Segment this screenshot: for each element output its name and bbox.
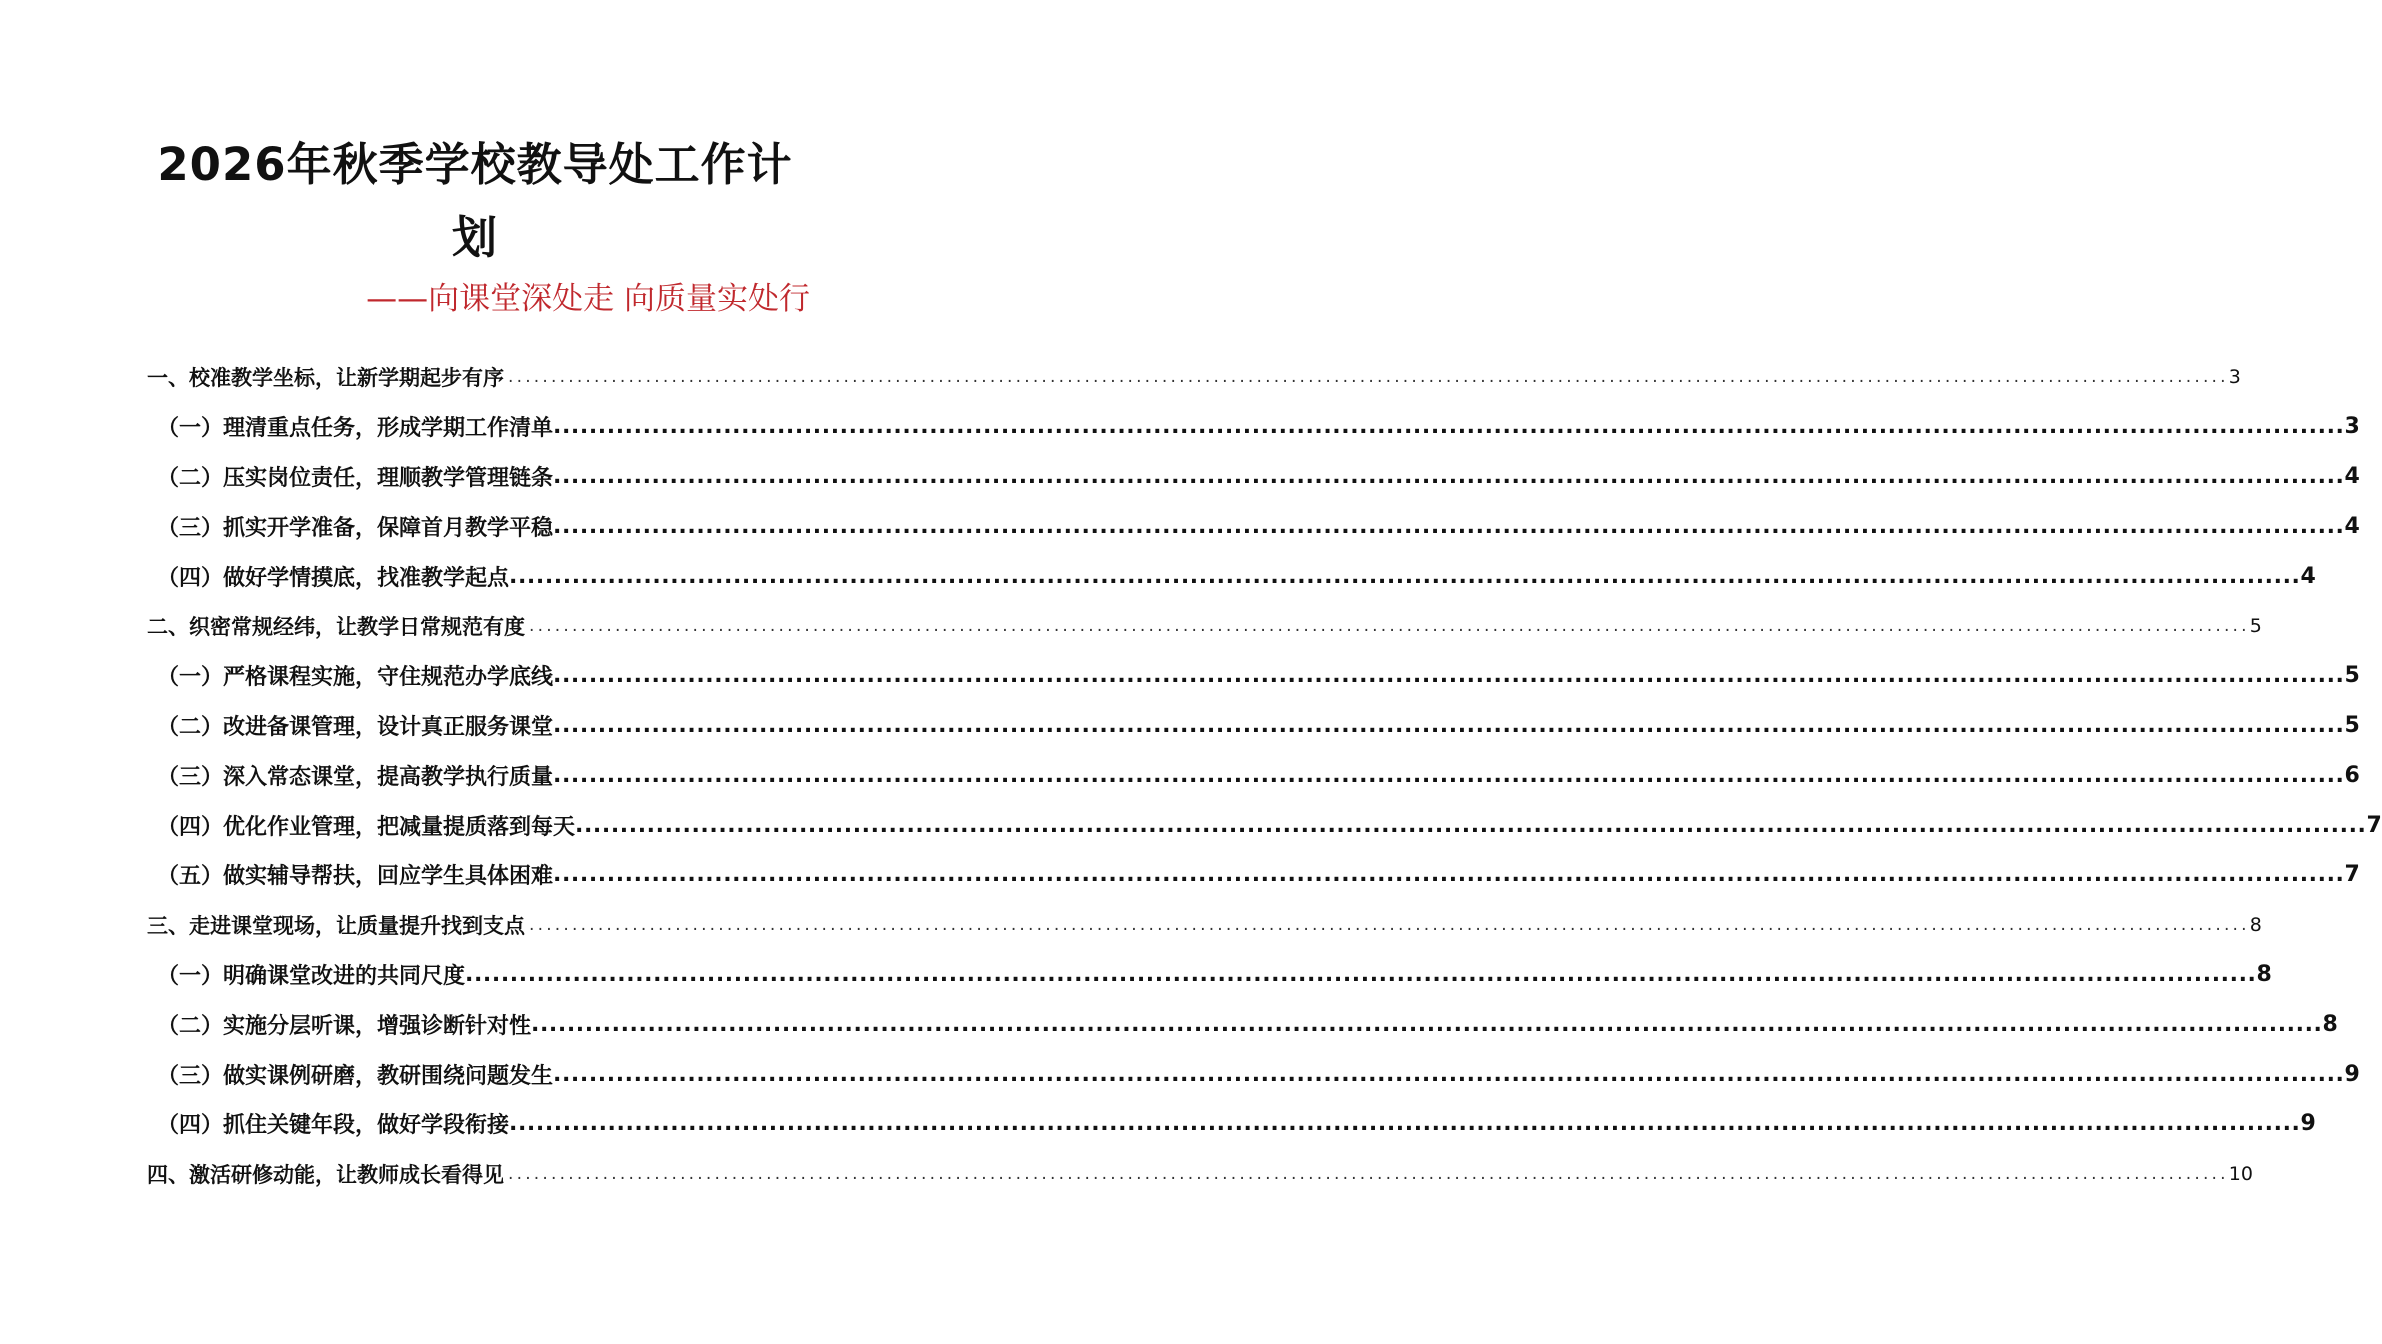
toc-entry-title: 二、织密常规经纬，让教学日常规范有度 — [147, 614, 525, 639]
toc-entry-title: （四）抓住关键年段，做好学段衔接 — [157, 1113, 510, 1139]
toc-entry-title: 三、走进课堂现场，让质量提升找到支点 — [147, 913, 525, 938]
toc-section-entry[interactable] — [147, 1149, 2253, 1199]
toc-subsection-entry[interactable] — [147, 452, 2360, 502]
toc-entry-title: （三）抓实开学准备，保障首月教学平稳 — [157, 515, 554, 541]
toc-subsection-entry[interactable] — [147, 1049, 2360, 1099]
toc-leader-dots: ........................................................................................................................................................................................................ — [465, 961, 2257, 987]
toc-subsection-entry[interactable] — [147, 651, 2360, 701]
toc-page-number: 5 — [2344, 712, 2360, 738]
toc-entry-title: 四、激活研修动能，让教师成长看得见 — [147, 1162, 504, 1187]
toc-entry-title: （三）深入常态课堂，提高教学执行质量 — [157, 764, 554, 790]
toc-page-number: 5 — [2344, 663, 2360, 689]
toc-section-entry[interactable] — [147, 900, 2262, 950]
toc-leader-dots: ........................................................................................................................................................................................................ — [575, 812, 2367, 838]
toc-leader-dots: ........................................................................................................................................................................................................ — [553, 663, 2345, 689]
toc-entry-title: （二）实施分层听课，增强诊断针对性 — [157, 1013, 532, 1039]
toc-subsection-entry[interactable] — [147, 750, 2360, 800]
toc-entry-title: （二）改进备课管理，设计真正服务课堂 — [157, 714, 554, 740]
toc-leader-dots: ........................................................................................................................................................................................................ — [509, 1111, 2301, 1137]
toc-page-number: 8 — [2256, 961, 2272, 987]
toc-entry-title: （一）理清重点任务，形成学期工作清单 — [157, 416, 554, 442]
toc-entry-title: 一、校准教学坐标，让新学期起步有序 — [147, 365, 504, 390]
toc-page-number: 3 — [2344, 414, 2360, 440]
toc-page-number: 4 — [2344, 463, 2360, 489]
toc-subsection-entry[interactable] — [147, 800, 2382, 850]
toc-entry-title: （四）优化作业管理，把减量提质落到每天 — [157, 814, 576, 840]
toc-leader-dots: ........................................................................................................................................................................................................ — [508, 1163, 2229, 1184]
toc-section-entry[interactable] — [147, 352, 2241, 402]
toc-entry-title: （五）做实辅导帮扶，回应学生具体困难 — [157, 864, 554, 890]
toc-subsection-entry[interactable] — [147, 701, 2360, 751]
toc-page-number: 9 — [2300, 1111, 2316, 1137]
toc-leader-dots: ........................................................................................................................................................................................................ — [529, 914, 2250, 935]
toc-entry-title: （一）明确课堂改进的共同尺度 — [157, 963, 466, 989]
toc-entry-title: （三）做实课例研磨，教研围绕问题发生 — [157, 1063, 554, 1089]
toc-leader-dots: ........................................................................................................................................................................................................ — [553, 463, 2345, 489]
toc-entry-title: （四）做好学情摸底，找准教学起点 — [157, 565, 510, 591]
toc-leader-dots: ........................................................................................................................................................................................................ — [553, 862, 2345, 888]
toc-leader-dots: ........................................................................................................................................................................................................ — [553, 414, 2345, 440]
toc-leader-dots: ........................................................................................................................................................................................................ — [553, 762, 2345, 788]
toc-subsection-entry[interactable] — [147, 850, 2360, 900]
toc-page-number: 4 — [2344, 513, 2360, 539]
toc-leader-dots: ........................................................................................................................................................................................................ — [553, 513, 2345, 539]
toc-page-number: 8 — [2322, 1011, 2338, 1037]
toc-page-number: 6 — [2344, 762, 2360, 788]
toc-subsection-entry[interactable] — [147, 1099, 2316, 1149]
toc-leader-dots: ........................................................................................................................................................................................................ — [508, 366, 2229, 387]
toc-entry-title: （二）压实岗位责任，理顺教学管理链条 — [157, 465, 554, 491]
toc-page-number: 8 — [2249, 913, 2262, 936]
toc-page-number: 4 — [2300, 563, 2316, 589]
toc-leader-dots: ........................................................................................................................................................................................................ — [531, 1011, 2323, 1037]
toc-subsection-entry[interactable] — [147, 950, 2272, 1000]
document-subtitle: ——向课堂深处走 向质量实处行 — [366, 281, 810, 317]
toc-page-number: 7 — [2366, 812, 2382, 838]
toc-page-number: 9 — [2344, 1061, 2360, 1087]
toc-page-number: 5 — [2249, 614, 2262, 637]
toc-leader-dots: ........................................................................................................................................................................................................ — [553, 1061, 2345, 1087]
table-of-contents — [147, 352, 2382, 1199]
toc-page-number: 10 — [2228, 1162, 2253, 1185]
toc-page-number: 7 — [2344, 862, 2360, 888]
toc-entry-title: （一）严格课程实施，守住规范办学底线 — [157, 665, 554, 691]
toc-subsection-entry[interactable] — [147, 501, 2360, 551]
toc-page-number: 3 — [2228, 365, 2241, 388]
toc-subsection-entry[interactable] — [147, 402, 2360, 452]
document-title-line1: 2026年秋季学校教导处工作计 — [157, 138, 793, 191]
toc-subsection-entry[interactable] — [147, 999, 2338, 1049]
toc-leader-dots: ........................................................................................................................................................................................................ — [529, 615, 2250, 636]
document-title-line2: 划 — [451, 211, 498, 264]
toc-section-entry[interactable] — [147, 601, 2262, 651]
toc-leader-dots: ........................................................................................................................................................................................................ — [553, 712, 2345, 738]
toc-leader-dots: ........................................................................................................................................................................................................ — [509, 563, 2301, 589]
toc-subsection-entry[interactable] — [147, 551, 2316, 601]
